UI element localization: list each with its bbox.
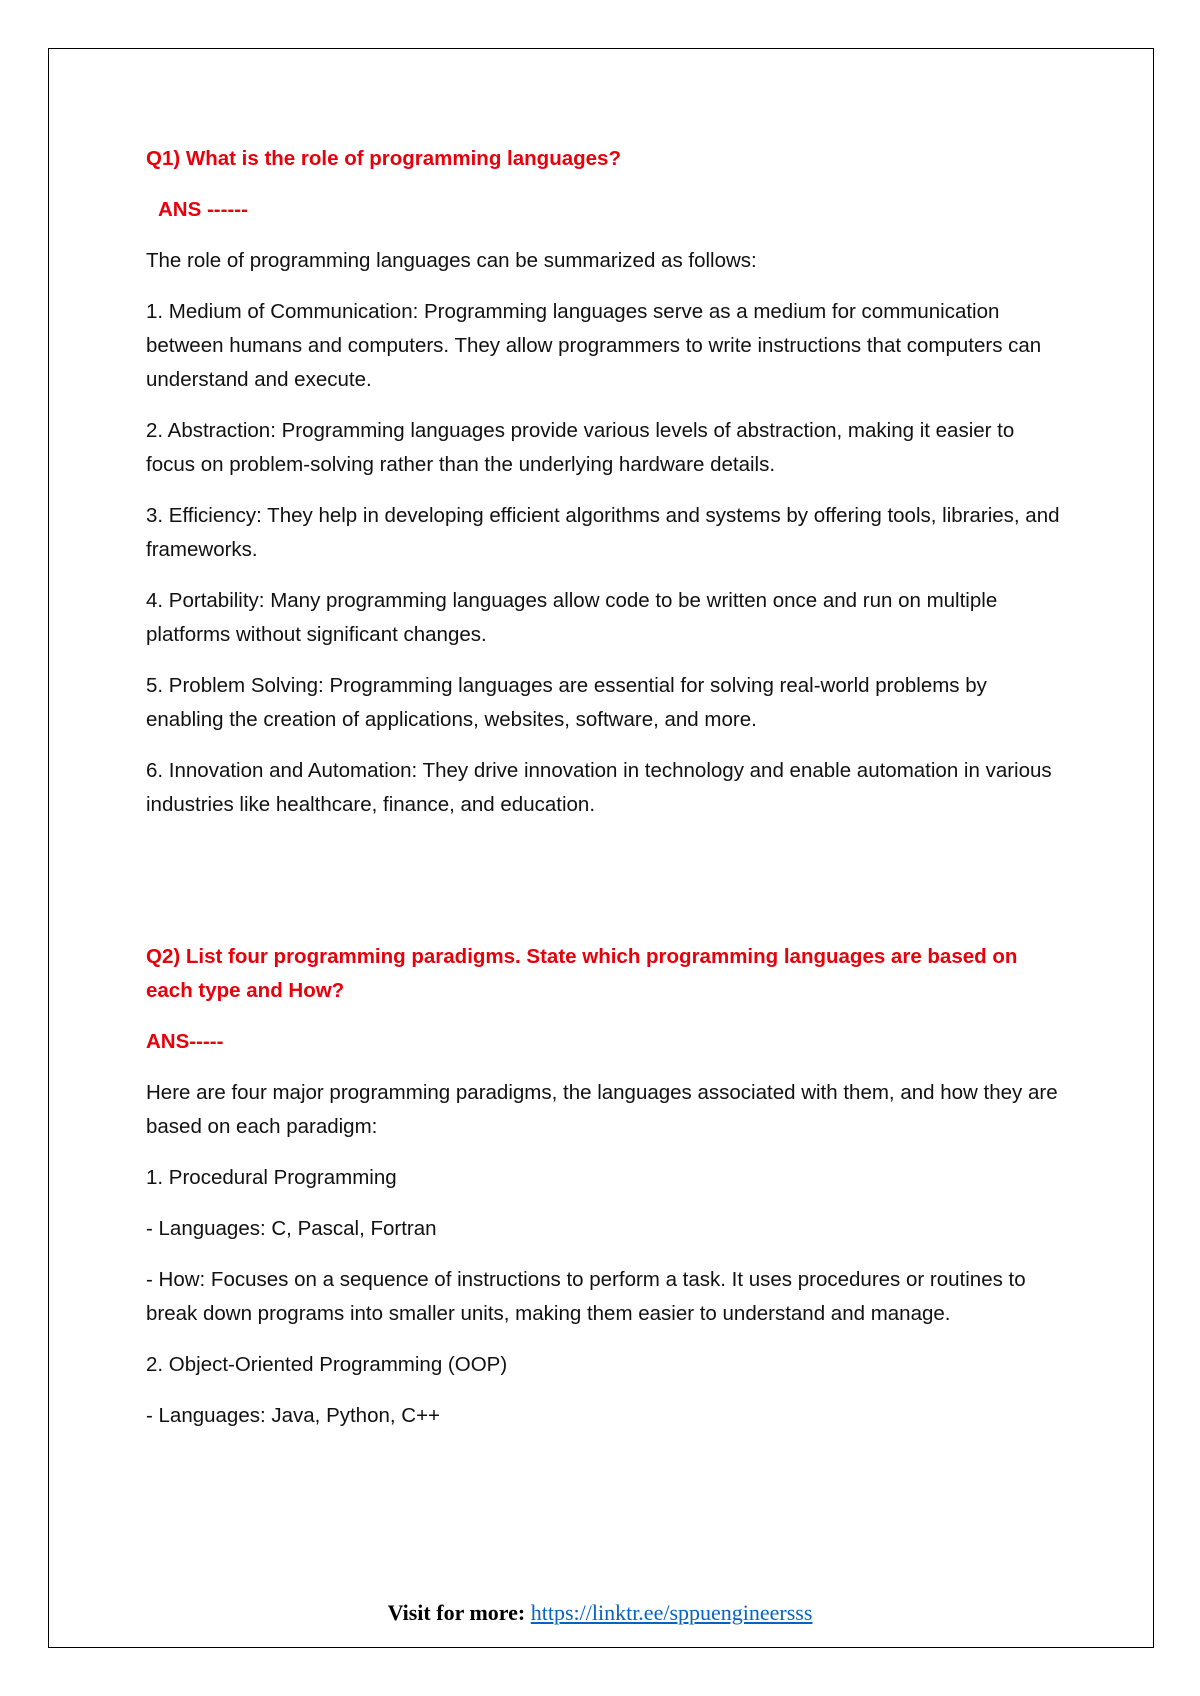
q1-intro: The role of programming languages can be summarized as follows: xyxy=(146,249,757,272)
answer-label-2: ANS----- xyxy=(146,1030,224,1053)
document-body xyxy=(146,142,1066,1433)
question-2: Q2) List four programming paradigms. State which programming languages are based on each type and How? xyxy=(146,945,1018,1002)
answer-label-1: ANS ------ xyxy=(158,198,248,221)
q1-point: 6. Innovation and Automation: They drive innovation in technology and enable automation in various industries like healthcare, finance, and education. xyxy=(146,759,1052,816)
q1-point: 5. Problem Solving: Programming languages are essential for solving real-world problems by enabling the creation of applications, websites, software, and more. xyxy=(146,674,987,731)
footer-label: Visit for more: xyxy=(387,1600,531,1625)
footer xyxy=(0,1600,1200,1626)
question-1: Q1) What is the role of programming languages? xyxy=(146,147,621,170)
q1-point: 2. Abstraction: Programming languages provide various levels of abstraction, making it easier to focus on problem-solving rather than the underlying hardware details. xyxy=(146,419,1015,476)
q2-item: - Languages: Java, Python, C++ xyxy=(146,1404,441,1427)
q2-intro: Here are four major programming paradigms, the languages associated with them, and how they are based on each paradigm: xyxy=(146,1081,1058,1138)
q2-item: 2. Object-Oriented Programming (OOP) xyxy=(146,1353,508,1376)
q2-item: 1. Procedural Programming xyxy=(146,1166,397,1189)
footer-link[interactable]: https://linktr.ee/sppuengineersss xyxy=(530,1600,813,1625)
q1-point: 1. Medium of Communication: Programming languages serve as a medium for communication between humans and computers. They allow programmers to write instructions that computers can understand and execute. xyxy=(146,300,1042,391)
q1-point: 3. Efficiency: They help in developing efficient algorithms and systems by offering tools, libraries, and frameworks. xyxy=(146,504,1060,561)
q2-item: - How: Focuses on a sequence of instructions to perform a task. It uses procedures or routines to break down programs into smaller units, making them easier to understand and manage. xyxy=(146,1268,1026,1325)
q2-item: - Languages: C, Pascal, Fortran xyxy=(146,1217,437,1240)
q1-point: 4. Portability: Many programming languages allow code to be written once and run on multiple platforms without significant changes. xyxy=(146,589,998,646)
